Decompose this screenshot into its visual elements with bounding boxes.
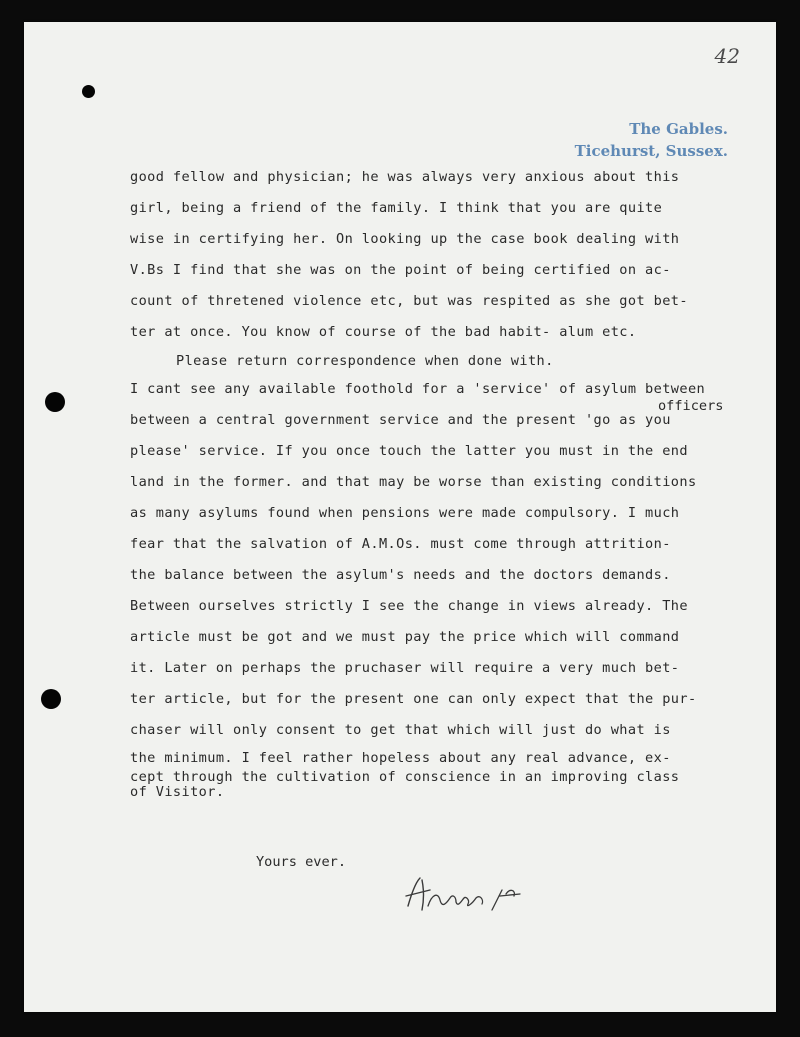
letterhead-house-name: The Gables. — [629, 120, 728, 138]
body-line: please' service. If you once touch the latter you must in the end — [130, 443, 688, 459]
letterhead — [575, 118, 728, 162]
body-line: land in the former. and that may be worse than existing conditions — [130, 474, 697, 490]
body-line: ter at once. You know of course of the bad habit- alum etc. — [130, 324, 637, 340]
body-line: I cant see any available foothold for a 'service' of asylum between — [130, 381, 706, 397]
body-line: count of thretened violence etc, but was respited as she got bet- — [130, 293, 688, 309]
punch-hole-top — [82, 85, 95, 98]
body-line: Between ourselves strictly I see the change in views already. The — [130, 598, 688, 614]
body-line: article must be got and we must pay the price which will command — [130, 629, 680, 645]
margin-note: officers — [658, 398, 724, 414]
punch-hole-middle — [45, 392, 65, 412]
body-line: the balance between the asylum's needs and the doctors demands. — [130, 567, 671, 583]
signature-scrawl — [402, 870, 532, 920]
body-line: chaser will only consent to get that which will just do what is — [130, 722, 671, 738]
body-line: fear that the salvation of A.M.Os. must come through attrition- — [130, 536, 671, 552]
body-line: of Visitor. — [130, 784, 225, 800]
folio-number: 42 — [714, 44, 740, 68]
body-line: as many asylums found when pensions were made compulsory. I much — [130, 505, 680, 521]
letterhead-address: Ticehurst, Sussex. — [574, 142, 728, 160]
body-line: it. Later on perhaps the pruchaser will require a very much bet- — [130, 660, 680, 676]
letter-body — [130, 162, 752, 800]
body-line: between a central government service and the present 'go as you — [130, 412, 671, 428]
body-line: V.Bs I find that she was on the point of being certified on ac- — [130, 262, 671, 278]
punch-hole-bottom — [41, 689, 61, 709]
closing-line: Yours ever. — [256, 854, 347, 870]
body-line: Please return correspondence when done with. — [176, 353, 554, 369]
letter-page — [24, 22, 776, 1012]
body-line: the minimum. I feel rather hopeless about any real advance, ex- — [130, 750, 671, 766]
body-line: good fellow and physician; he was always very anxious about this — [130, 169, 680, 185]
handwritten-signature — [402, 870, 532, 925]
body-line: girl, being a friend of the family. I think that you are quite — [130, 200, 663, 216]
body-line: cept through the cultivation of conscience in an improving class — [130, 769, 680, 785]
body-line: ter article, but for the present one can only expect that the pur- — [130, 691, 697, 707]
body-line: wise in certifying her. On looking up the case book dealing with — [130, 231, 680, 247]
